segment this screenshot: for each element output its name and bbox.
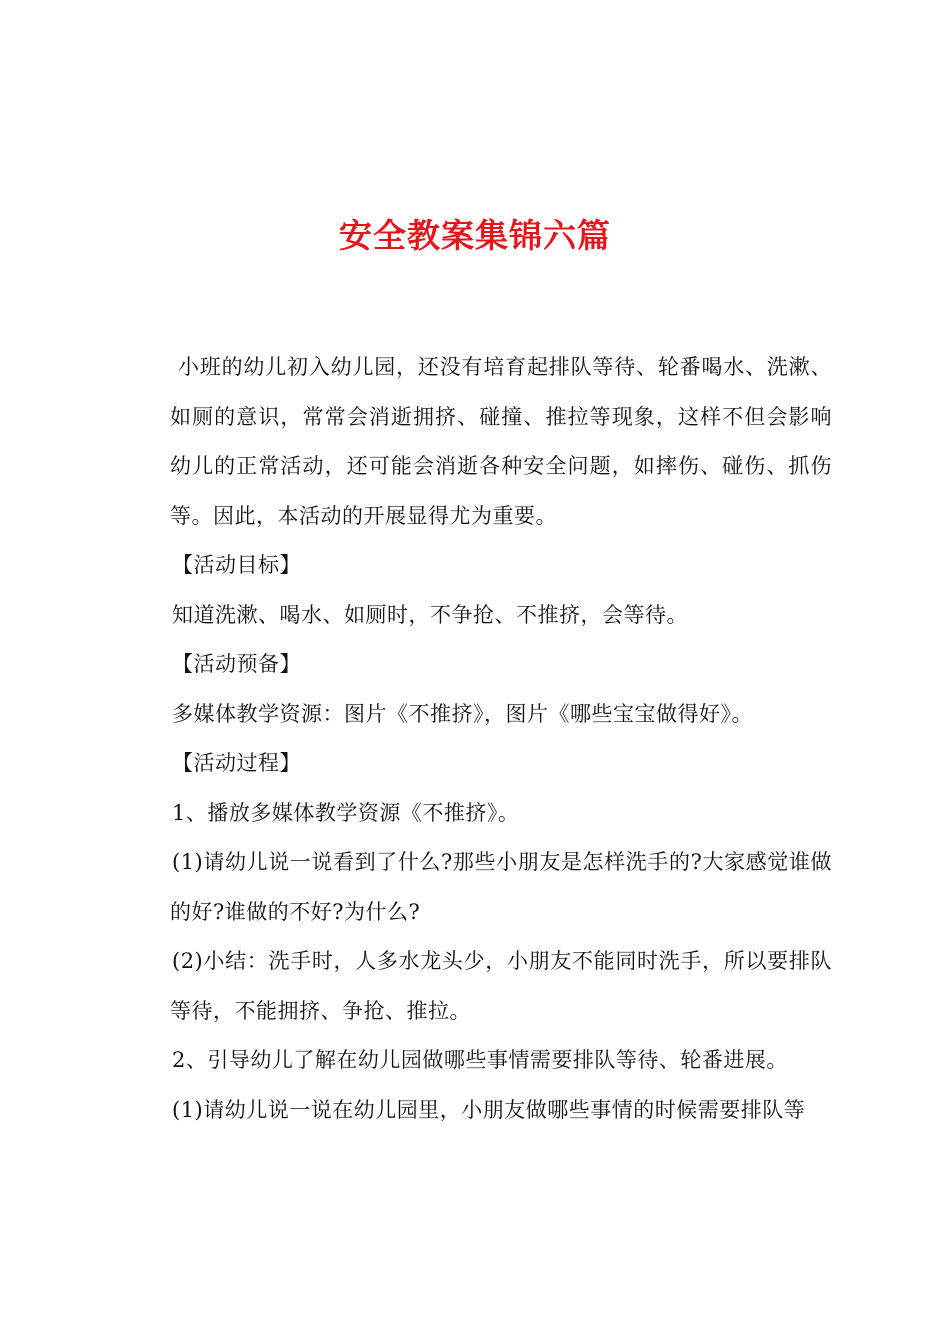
section-heading-preparation: 【活动预备】 bbox=[172, 652, 301, 676]
preparation-paragraph: 多媒体教学资源：图片《不推挤》，图片《哪些宝宝做得好》。 bbox=[172, 701, 753, 726]
section-heading-process: 【活动过程】 bbox=[172, 751, 301, 775]
process-step-2: 2、引导幼儿了解在幼儿园做哪些事情需要排队等待、轮番进展。 bbox=[172, 1048, 788, 1072]
process-step-1-item-1: (1)请幼儿说一说看到了什么?那些小朋友是怎样洗手的?大家感觉谁做的好?谁做的不好?为什么? bbox=[170, 850, 832, 924]
intro-paragraph: 小班的幼儿初入幼儿园，还没有培育起排队等待、轮番喝水、洗漱、如厕的意识，常常会消逝拥挤、碰撞、推拉等现象，这样不但会影响幼儿的正常活动，还可能会消逝各种安全问题，如摔伤、碰伤、抓伤等。因此，本活动的开展显得尤为重要。 bbox=[170, 355, 832, 528]
goals-paragraph: 知道洗漱、喝水、如厕时，不争抢、不推挤，会等待。 bbox=[172, 602, 688, 627]
document-title: 安全教案集锦六篇 bbox=[339, 216, 611, 255]
process-step-2-item-1: (1)请幼儿说一说在幼儿园里，小朋友做哪些事情的时候需要排队等 bbox=[172, 1097, 806, 1122]
process-step-1-item-2: (2)小结：洗手时，人多水龙头少，小朋友不能同时洗手，所以要排队等待，不能拥挤、争抢、推拉。 bbox=[170, 949, 832, 1023]
process-step-1: 1、播放多媒体教学资源《不推挤》。 bbox=[172, 800, 520, 825]
section-heading-goals: 【活动目标】 bbox=[172, 553, 301, 577]
document-body bbox=[170, 343, 832, 1135]
